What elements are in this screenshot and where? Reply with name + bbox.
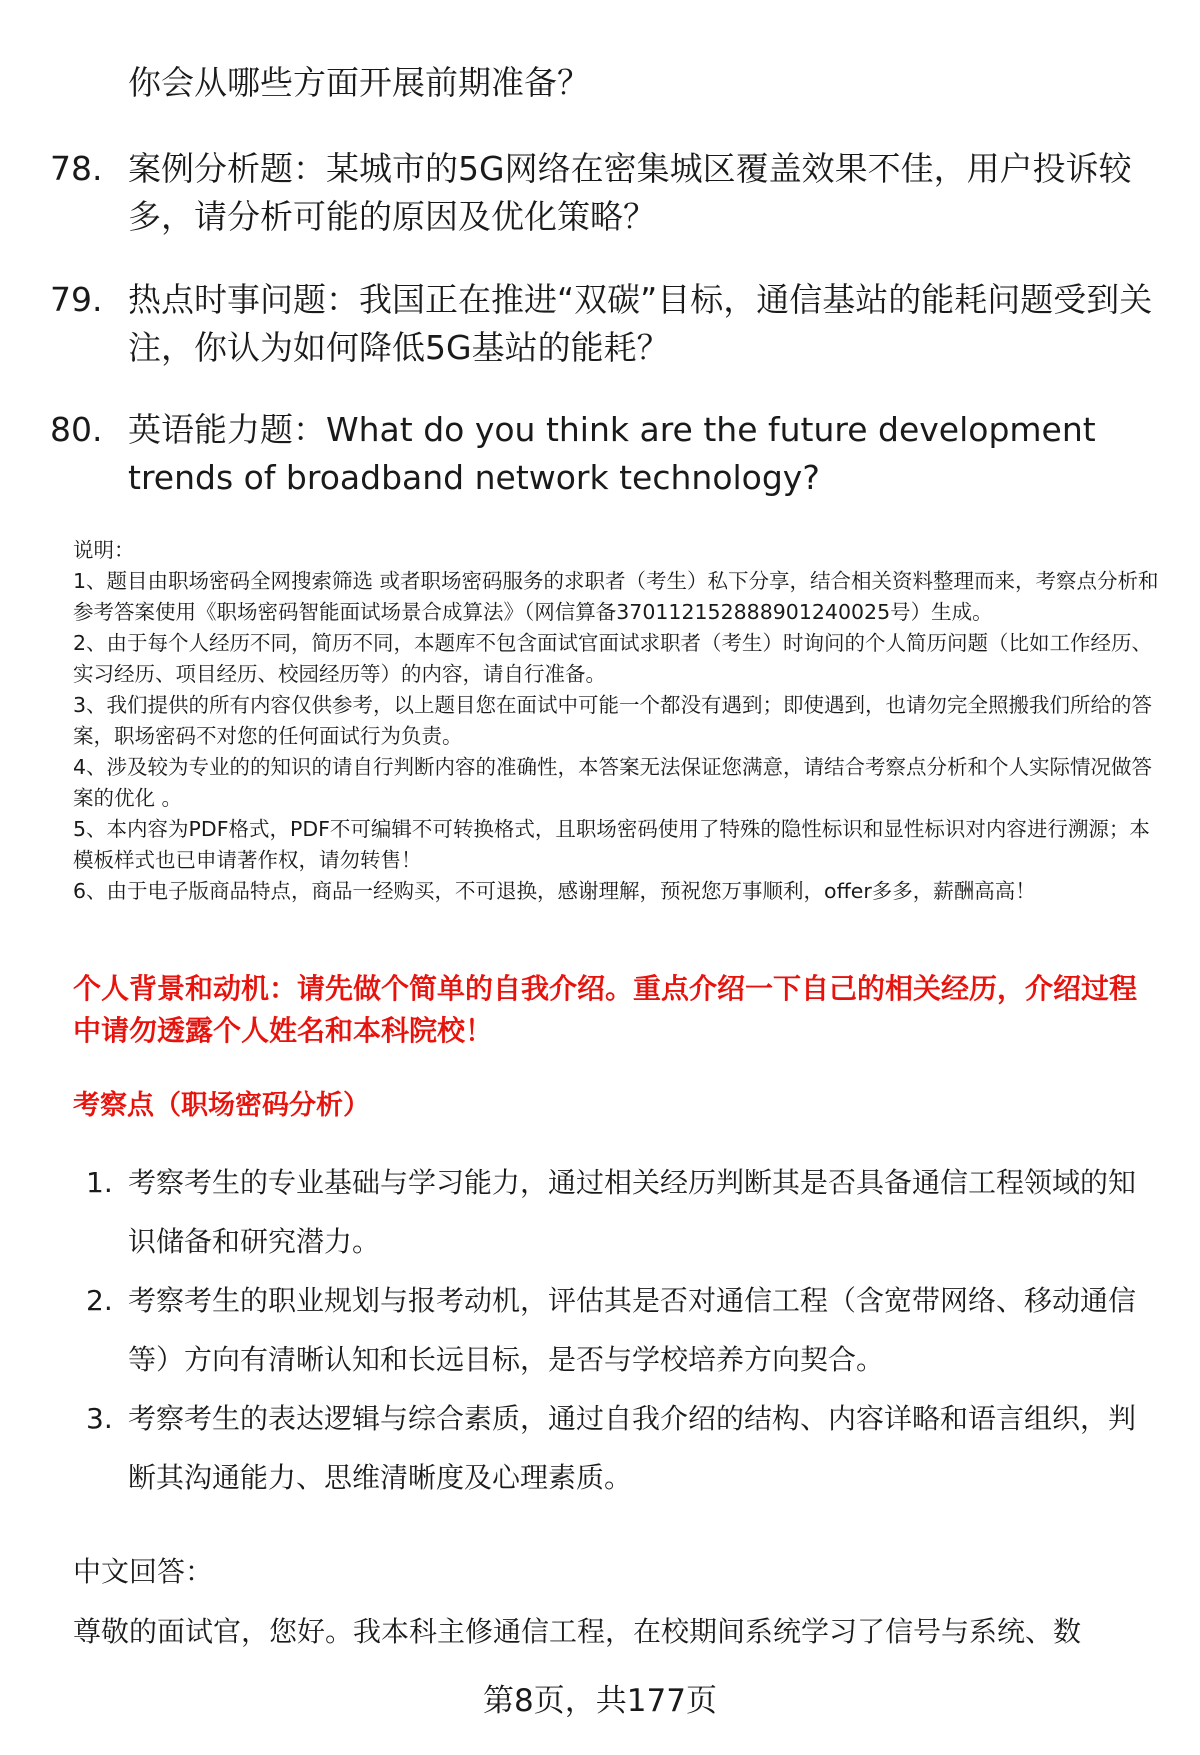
question-text: 英语能力题：What do you think are the future development trends of broadband network technology? [128, 410, 1096, 497]
point-item [80, 1153, 1160, 1271]
note-item: 6、由于电子版商品特点，商品一经购买，不可退换，感谢理解，预祝您万事顺利，offer多多，薪酬高高！ [73, 879, 1036, 903]
points-title: 考察点（职场密码分析） [73, 1090, 370, 1121]
question-number: 80. [50, 410, 103, 449]
point-item [80, 1271, 1160, 1389]
note-item: 5、本内容为PDF格式，PDF不可编辑不可转换格式，且职场密码使用了特殊的隐性标识和显性标识对内容进行溯源；本模板样式也已申请著作权，请勿转售！ [73, 817, 1150, 872]
points-list [80, 1153, 1160, 1507]
point-number: 2. [86, 1284, 113, 1317]
section-heading: 个人背景和动机：请先做个简单的自我介绍。重点介绍一下自己的相关经历，介绍过程中请勿透露个人姓名和本科院校！ [73, 972, 1138, 1047]
notes-title: 说明： [73, 538, 135, 562]
point-text: 考察考生的专业基础与学习能力，通过相关经历判断其是否具备通信工程领域的知识储备和研究潜力。 [128, 1166, 1137, 1258]
note-item: 4、涉及较为专业的的知识的请自行判断内容的准确性，本答案无法保证您满意，请结合考察点分析和个人实际情况做答案的优化 。 [73, 755, 1153, 810]
point-text: 考察考生的职业规划与报考动机，评估其是否对通信工程（含宽带网络、移动通信等）方向有清晰认知和长远目标，是否与学校培养方向契合。 [128, 1284, 1137, 1376]
question-number: 78. [50, 149, 103, 188]
note-item: 1、题目由职场密码全网搜索筛选 或者职场密码服务的求职者（考生）私下分享，结合相关资料整理而来，考察点分析和参考答案使用《职场密码智能面试场景合成算法》（网信算备370112152888901240025号）生成。 [73, 569, 1159, 624]
answer-text: 尊敬的面试官，您好。我本科主修通信工程，在校期间系统学习了信号与系统、数 [73, 1615, 1082, 1648]
question-number: 79. [50, 280, 103, 319]
answer-label: 中文回答： [73, 1555, 214, 1588]
point-text: 考察考生的表达逻辑与综合素质，通过自我介绍的结构、内容详略和语言组织，判断其沟通能力、思维清晰度及心理素质。 [128, 1402, 1137, 1494]
point-item [80, 1389, 1160, 1507]
question-text: 你会从哪些方面开展前期准备？ [128, 63, 590, 102]
note-item: 3、我们提供的所有内容仅供参考，以上题目您在面试中可能一个都没有遇到；即使遇到，也请勿完全照搬我们所给的答案，职场密码不对您的任何面试行为负责。 [73, 693, 1153, 748]
page-footer: 第8页，共177页 [483, 1683, 717, 1719]
point-number: 3. [86, 1402, 113, 1435]
question-text: 案例分析题：某城市的5G网络在密集城区覆盖效果不佳，用户投诉较多，请分析可能的原因及优化策略？ [128, 149, 1132, 236]
question-80 [50, 406, 1160, 502]
question-78 [50, 145, 1160, 241]
point-number: 1. [86, 1166, 113, 1199]
notes-section [73, 535, 1163, 907]
question-79 [50, 276, 1160, 372]
note-item: 2、由于每个人经历不同，简历不同，本题库不包含面试官面试求职者（考生）时询问的个人简历问题（比如工作经历、实习经历、项目经历、校园经历等）的内容，请自行准备。 [73, 631, 1153, 686]
question-continuation [50, 59, 1160, 107]
question-text: 热点时事问题：我国正在推进“双碳”目标，通信基站的能耗问题受到关注，你认为如何降低5G基站的能耗？ [128, 280, 1153, 367]
